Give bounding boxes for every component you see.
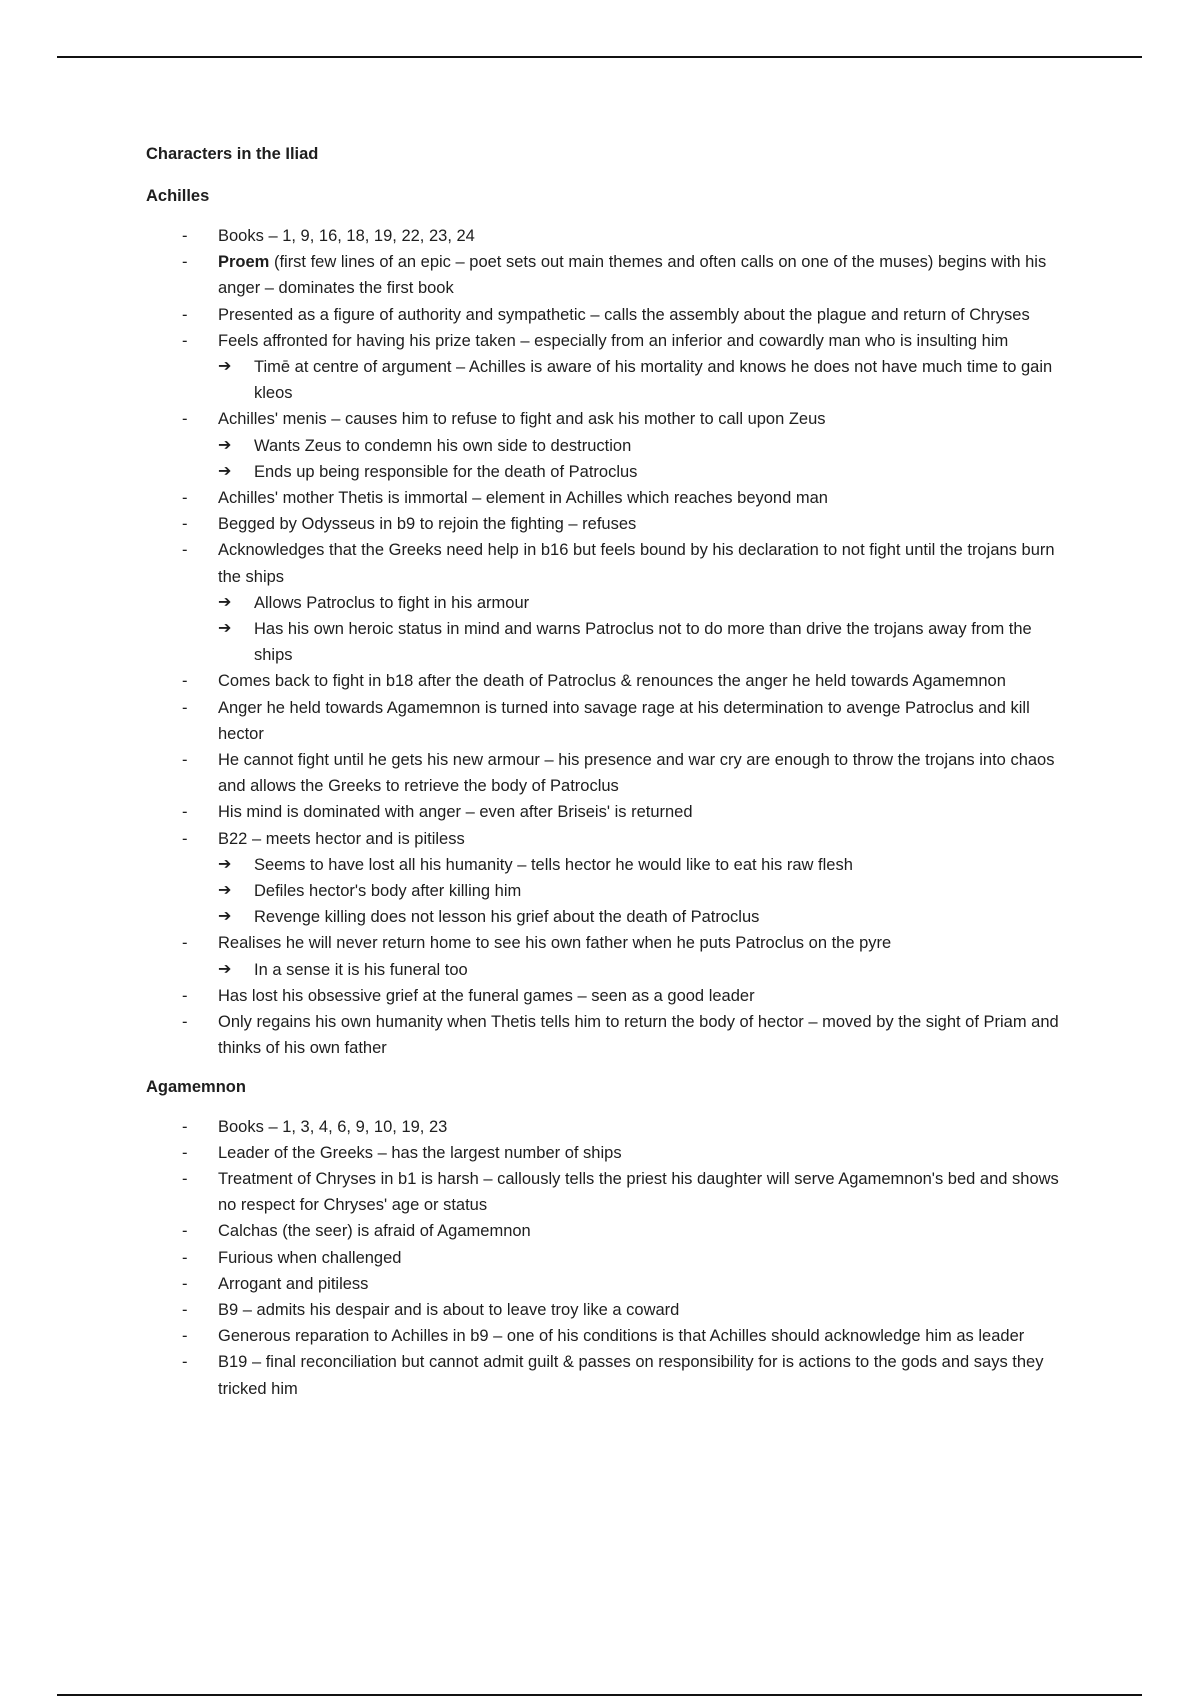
- list-item-text: B9 – admits his despair and is about to leave troy like a coward: [218, 1300, 680, 1319]
- list-item: [146, 537, 1066, 589]
- arrow-bullet-icon: ➔: [218, 882, 232, 900]
- list-item-text: Achilles' menis – causes him to refuse to fight and ask his mother to call upon Zeus: [218, 410, 826, 429]
- list-item-text: Treatment of Chryses in b1 is harsh – callously tells the priest his daughter will serve Agamemnon's bed and shows no respect for Chryses' age or status: [218, 1169, 1059, 1215]
- section-gap: [146, 1062, 1066, 1076]
- list-item: [146, 1114, 1066, 1140]
- dash-bullet-icon: -: [182, 1013, 188, 1032]
- dash-bullet-icon: -: [182, 672, 188, 691]
- section-heading: Achilles: [146, 187, 210, 205]
- arrow-bullet-icon: ➔: [218, 358, 232, 376]
- dash-bullet-icon: -: [182, 1300, 188, 1319]
- list-item-text: Feels affronted for having his prize taken – especially from an inferior and cowardly man who is insulting him: [218, 331, 1009, 350]
- sub-list-item: [146, 904, 1066, 930]
- document-title: Characters in the Iliad: [146, 145, 319, 163]
- sections-container: [146, 185, 1066, 1402]
- list-item-text: His mind is dominated with anger – even after Briseis' is returned: [218, 803, 693, 822]
- sub-list-item: [146, 878, 1066, 904]
- list-item: [146, 983, 1066, 1009]
- list-item: [146, 826, 1066, 852]
- sub-list-item: [146, 852, 1066, 878]
- bold-term: Proem: [218, 253, 270, 272]
- list-item-text: Generous reparation to Achilles in b9 – one of his conditions is that Achilles should acknowledge him as leader: [218, 1327, 1025, 1346]
- list-item-text: Arrogant and pitiless: [218, 1274, 369, 1293]
- section-heading: Agamemnon: [146, 1077, 246, 1096]
- list-item-text: He cannot fight until he gets his new armour – his presence and war cry are enough to throw the trojans into chaos and allows the Greeks to retrieve the body of Patroclus: [218, 751, 1055, 796]
- list-item: [146, 511, 1066, 537]
- list-item: [146, 1323, 1066, 1349]
- list-item: [146, 1218, 1066, 1244]
- list-item-text: B22 – meets hector and is pitiless: [218, 829, 465, 848]
- list-item-text: Books – 1, 3, 4, 6, 9, 10, 19, 23: [218, 1117, 448, 1136]
- sub-list-item: [146, 433, 1066, 459]
- list-item-text: Furious when challenged: [218, 1248, 402, 1267]
- list-item-text: Leader of the Greeks – has the largest number of ships: [218, 1143, 622, 1162]
- dash-bullet-icon: -: [182, 698, 188, 717]
- sub-list-item: [146, 459, 1066, 485]
- dash-bullet-icon: -: [182, 751, 188, 770]
- arrow-bullet-icon: ➔: [218, 620, 232, 638]
- list-item: [146, 799, 1066, 825]
- list-item-text: (first few lines of an epic – poet sets out main themes and often calls on one of the muses) begins with his anger – dominates the first book: [218, 253, 1047, 298]
- dash-bullet-icon: -: [182, 1222, 188, 1241]
- list-item: [146, 302, 1066, 328]
- sub-list-item-text: Wants Zeus to condemn his own side to destruction: [254, 436, 632, 455]
- dash-bullet-icon: -: [182, 986, 188, 1005]
- sub-list-item-text: Timē at centre of argument – Achilles is aware of his mortality and knows he does not have much time to gain kleos: [254, 358, 1053, 403]
- list-item-text: Comes back to fight in b18 after the death of Patroclus & renounces the anger he held towards Agamemnon: [218, 672, 1006, 691]
- dash-bullet-icon: -: [182, 829, 188, 848]
- dash-bullet-icon: -: [182, 803, 188, 822]
- arrow-bullet-icon: ➔: [218, 855, 232, 873]
- dash-bullet-icon: -: [182, 1248, 188, 1267]
- list-item: [146, 1245, 1066, 1271]
- list-item: [146, 1009, 1066, 1061]
- bullet-list: [146, 223, 1066, 1062]
- dash-bullet-icon: -: [182, 1117, 188, 1136]
- list-item: [146, 1271, 1066, 1297]
- sub-list-item: [146, 616, 1066, 668]
- bullet-list: [146, 1114, 1066, 1402]
- arrow-bullet-icon: ➔: [218, 593, 232, 611]
- list-item: [146, 485, 1066, 511]
- dash-bullet-icon: -: [182, 1274, 188, 1293]
- list-item-text: Achilles' mother Thetis is immortal – element in Achilles which reaches beyond man: [218, 489, 828, 508]
- list-item: [146, 328, 1066, 354]
- list-item-text: B19 – final reconciliation but cannot admit guilt & passes on responsibility for is actions to the gods and says they tricked him: [218, 1353, 1044, 1398]
- list-item: [146, 747, 1066, 799]
- sub-list-item: [146, 354, 1066, 406]
- sub-list-item-text: Ends up being responsible for the death of Patroclus: [254, 462, 638, 481]
- arrow-bullet-icon: ➔: [218, 960, 232, 978]
- list-item: [146, 249, 1066, 301]
- list-item-text: Calchas (the seer) is afraid of Agamemnon: [218, 1222, 531, 1241]
- list-item: [146, 406, 1066, 432]
- dash-bullet-icon: -: [182, 410, 188, 429]
- sub-list-item-text: Seems to have lost all his humanity – tells hector he would like to eat his raw flesh: [254, 855, 853, 874]
- arrow-bullet-icon: ➔: [218, 908, 232, 926]
- bottom-rule: [57, 1694, 1142, 1696]
- list-item: [146, 1140, 1066, 1166]
- document-body: [146, 143, 1066, 1402]
- list-item-text: Only regains his own humanity when Thetis tells him to return the body of hector – moved by the sight of Priam and thinks of his own father: [218, 1013, 1059, 1058]
- list-item-text: Acknowledges that the Greeks need help in b16 but feels bound by his declaration to not fight until the trojans burn the ships: [218, 541, 1055, 586]
- arrow-bullet-icon: ➔: [218, 436, 232, 454]
- sub-list-item-text: Defiles hector's body after killing him: [254, 882, 522, 901]
- dash-bullet-icon: -: [182, 515, 188, 534]
- dash-bullet-icon: -: [182, 1143, 188, 1162]
- dash-bullet-icon: -: [182, 253, 188, 272]
- sub-list-item: [146, 590, 1066, 616]
- list-item-text: Presented as a figure of authority and sympathetic – calls the assembly about the plague and return of Chryses: [218, 305, 1030, 324]
- list-item-text: Begged by Odysseus in b9 to rejoin the fighting – refuses: [218, 515, 637, 534]
- dash-bullet-icon: -: [182, 489, 188, 508]
- sub-list-item-text: Revenge killing does not lesson his grief about the death of Patroclus: [254, 908, 760, 927]
- list-item-text: Anger he held towards Agamemnon is turned into savage rage at his determination to avenge Patroclus and kill hector: [218, 698, 1030, 743]
- list-item-text: Realises he will never return home to see his own father when he puts Patroclus on the pyre: [218, 934, 892, 953]
- dash-bullet-icon: -: [182, 1169, 188, 1188]
- top-rule: [57, 56, 1142, 58]
- list-item: [146, 1297, 1066, 1323]
- dash-bullet-icon: -: [182, 305, 188, 324]
- list-item: [146, 1349, 1066, 1401]
- list-item: [146, 668, 1066, 694]
- sub-list-item-text: Has his own heroic status in mind and warns Patroclus not to do more than drive the trojans away from the ships: [254, 620, 1032, 665]
- arrow-bullet-icon: ➔: [218, 462, 232, 480]
- list-item-text: Books – 1, 9, 16, 18, 19, 22, 23, 24: [218, 227, 475, 245]
- list-item: [146, 930, 1066, 956]
- dash-bullet-icon: -: [182, 1353, 188, 1372]
- list-item: [146, 695, 1066, 747]
- dash-bullet-icon: -: [182, 331, 188, 350]
- dash-bullet-icon: -: [182, 1327, 188, 1346]
- list-item: [146, 1166, 1066, 1218]
- dash-bullet-icon: -: [182, 227, 188, 245]
- sub-list-item-text: Allows Patroclus to fight in his armour: [254, 593, 530, 612]
- dash-bullet-icon: -: [182, 934, 188, 953]
- list-item: [146, 223, 1066, 249]
- sub-list-item: [146, 957, 1066, 983]
- dash-bullet-icon: -: [182, 541, 188, 560]
- sub-list-item-text: In a sense it is his funeral too: [254, 960, 468, 979]
- list-item-text: Has lost his obsessive grief at the funeral games – seen as a good leader: [218, 986, 755, 1005]
